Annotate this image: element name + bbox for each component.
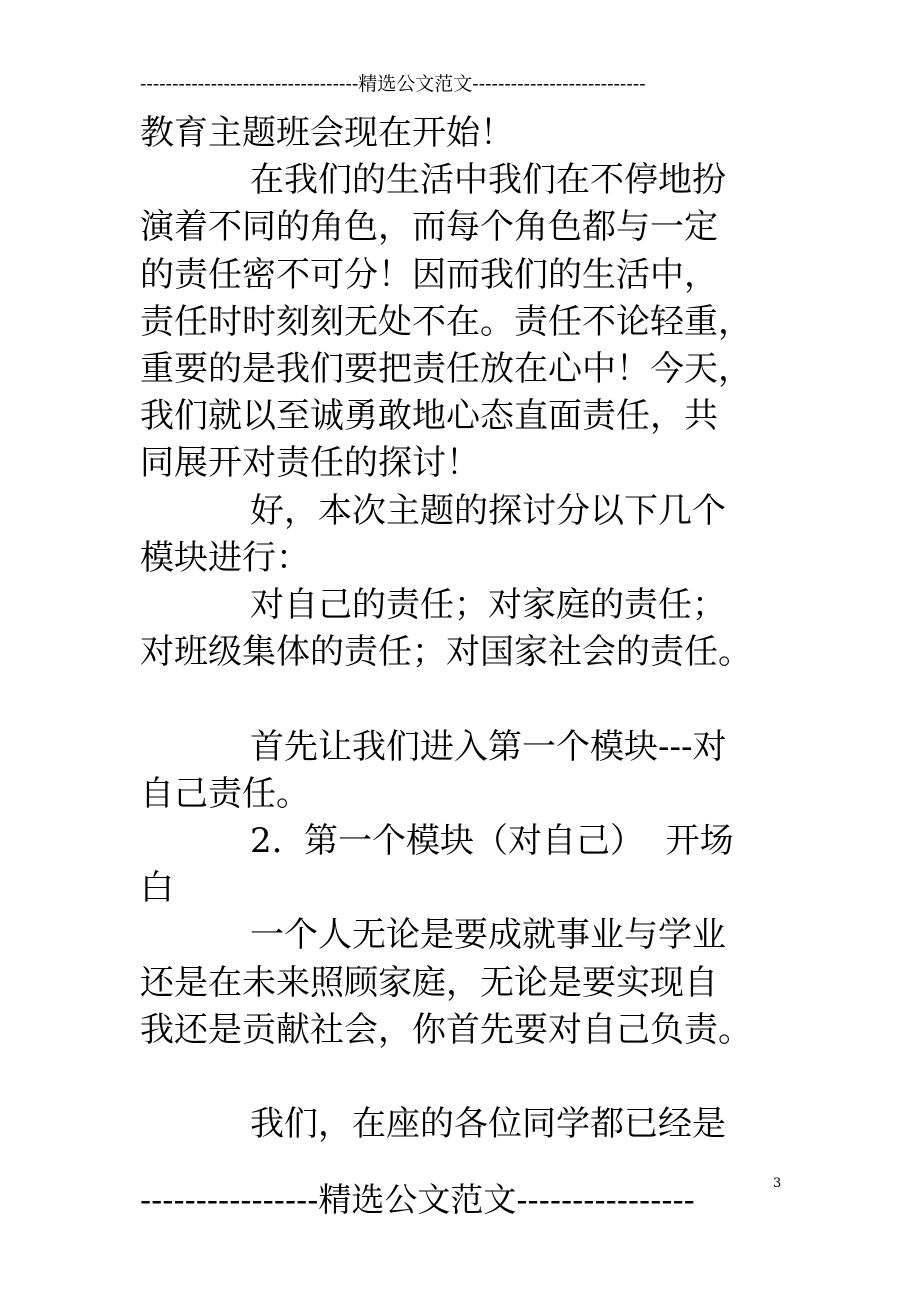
paragraph-line: 责任时时刻刻无处不在。责任不论轻重， [140, 301, 752, 342]
paragraph-line: 在我们的生活中我们在不停地扮 [250, 160, 726, 201]
paragraph-line: 模块进行： [140, 537, 310, 578]
paragraph-line: 白 [140, 868, 174, 909]
paragraph-line: 好，本次主题的探讨分以下几个 [250, 490, 726, 531]
page-number: 3 [773, 1176, 782, 1191]
paragraph-line: 演着不同的角色，而每个角色都与一定 [140, 207, 718, 248]
paragraph-line: 我们就以至诚勇敢地心态直面责任，共 [140, 396, 718, 437]
page-footer: ----------------精选公文范文---------------- [140, 1180, 695, 1219]
blank-line [140, 676, 800, 723]
paragraph-line: 我们，在座的各位同学都已经是 [250, 1104, 726, 1145]
page-header: ----------------------------------精选公文范文--------------------------- [140, 73, 646, 95]
paragraph-line: 一个人无论是要成就事业与学业 [250, 915, 726, 956]
document-body [140, 110, 800, 1148]
paragraph-line: 自己责任。 [140, 773, 310, 814]
paragraph-line: 教育主题班会现在开始！ [140, 113, 514, 153]
paragraph-line: 对自己的责任；对家庭的责任； [250, 585, 726, 626]
paragraph-line: 重要的是我们要把责任放在心中！今天， [140, 349, 752, 390]
paragraph-line: 对班级集体的责任；对国家社会的责任。 [140, 632, 752, 673]
paragraph-line: 2. 第一个模块（对自己） 开场 [250, 821, 734, 862]
paragraph-line: 同展开对责任的探讨！ [140, 443, 480, 484]
paragraph-line: 首先让我们进入第一个模块---对 [250, 726, 727, 767]
paragraph-line: 我还是贡献社会，你首先要对自己负责。 [140, 1009, 752, 1050]
blank-line [140, 1054, 800, 1101]
paragraph-line: 的责任密不可分！因而我们的生活中， [140, 254, 718, 295]
paragraph-line: 还是在未来照顾家庭，无论是要实现自 [140, 962, 718, 1003]
